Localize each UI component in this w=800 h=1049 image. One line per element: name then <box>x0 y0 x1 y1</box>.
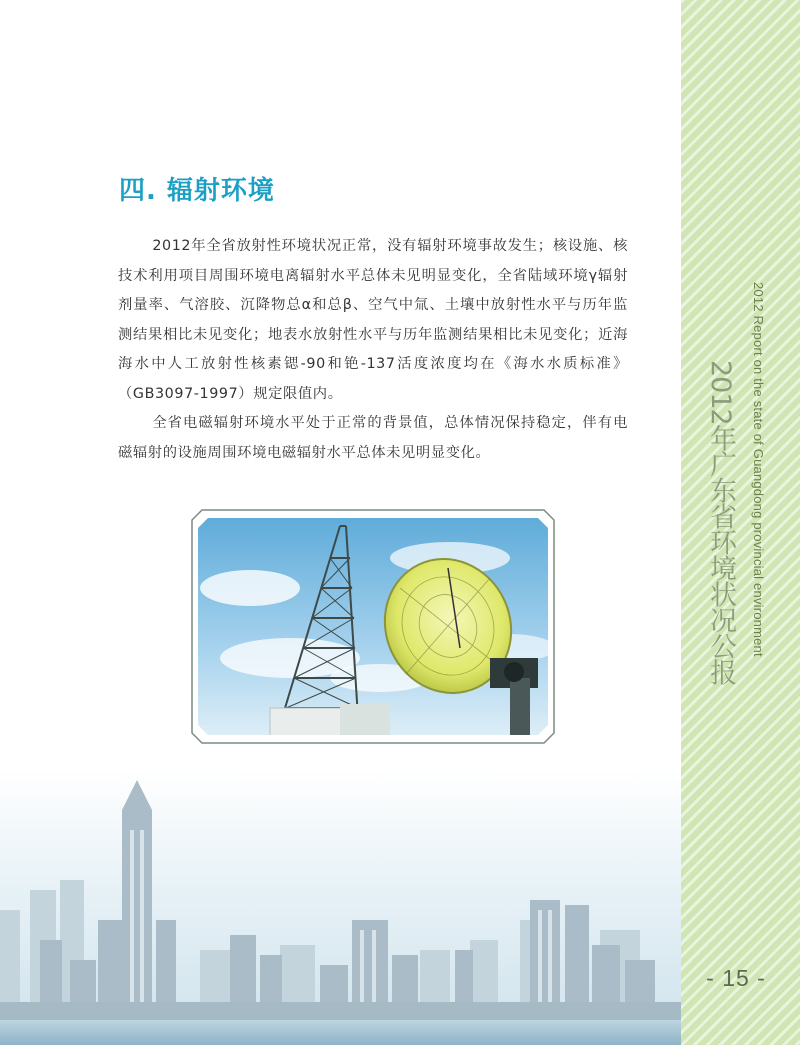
report-title-english: 2012 Report on the state of Guangdong provincial environment <box>751 282 766 657</box>
report-title-chinese: 2012年广东省环境状况公报 <box>705 360 736 685</box>
antenna-photo <box>190 508 556 745</box>
city-skyline <box>0 770 681 1045</box>
side-band <box>681 0 800 1045</box>
paragraph: 全省电磁辐射环境水平处于正常的背景值，总体情况保持稳定，伴有电磁辐射的设施周围环境电磁辐射水平总体未见明显变化。 <box>118 415 628 461</box>
page-number: - 15 - <box>706 965 766 991</box>
section-title: 四. 辐射环境 <box>119 176 275 206</box>
paragraph: 2012年全省放射性环境状况正常，没有辐射环境事故发生；核设施、核技术利用项目周围环境电离辐射水平总体未见明显变化，全省陆域环境γ辐射剂量率、气溶胶、沉降物总α和总β、空气中氚、土壤中放射性水平与历年监测结果相比未见变化；地表水放射性水平与历年监测结果相比未见变化；近海海水中人工放射性核素锶-90和铯-137活度浓度均在《海水水质标准》（GB3097-1997）规定限值内。 <box>118 238 628 402</box>
body-text <box>118 232 628 468</box>
